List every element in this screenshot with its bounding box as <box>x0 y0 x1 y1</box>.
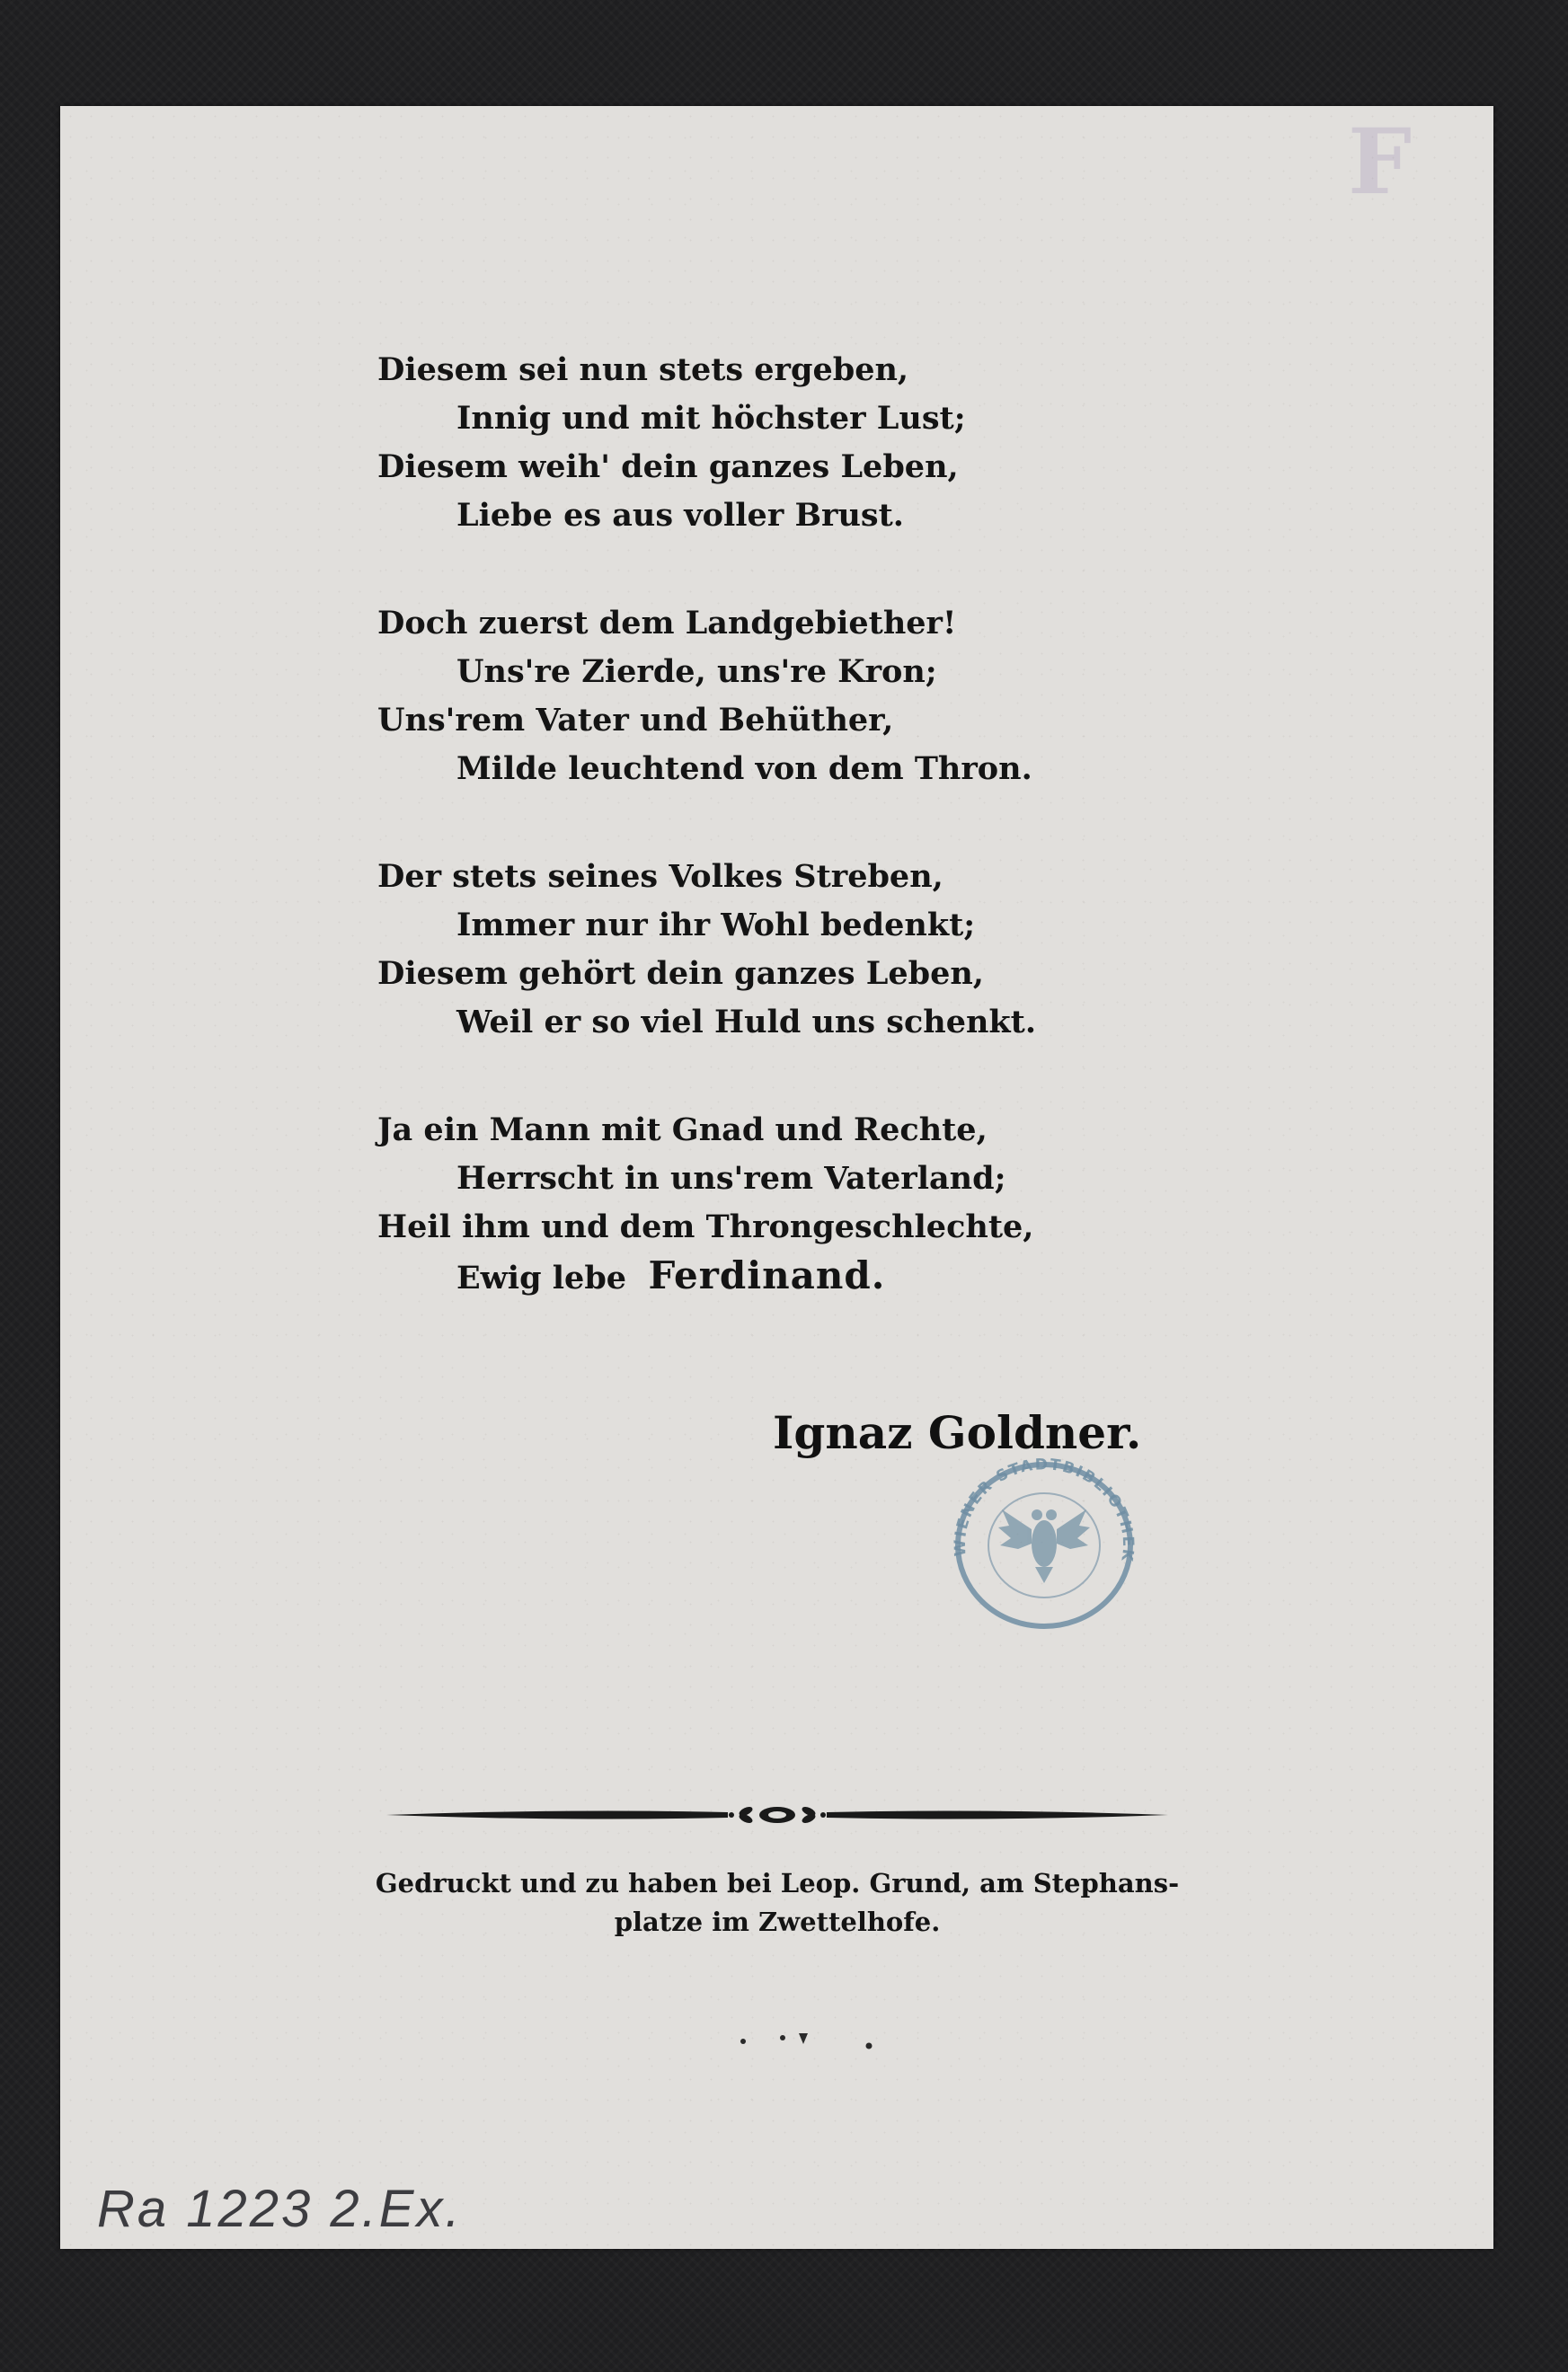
ornamental-rule <box>386 1792 1168 1837</box>
poem <box>377 346 1037 1362</box>
handwritten-shelfmark: Ra 1223 2.Ex. <box>97 2180 463 2238</box>
poem-line-final <box>377 1252 1024 1303</box>
library-stamp <box>948 1456 1141 1635</box>
poem-line: Diesem weih' dein ganzes Leben, <box>377 448 959 485</box>
show-through-marks <box>732 2026 890 2053</box>
poem-line: Doch zuerst dem Landgebiether! <box>377 605 957 642</box>
stanza-3 <box>377 853 1037 1047</box>
eagle-icon <box>998 1509 1090 1583</box>
printer-imprint <box>359 1864 1195 1942</box>
poem-line: Uns'rem Vater und Behüther, <box>377 702 894 739</box>
poem-line-prefix: Ewig lebe <box>456 1260 627 1297</box>
stanza-4 <box>377 1106 1034 1303</box>
poem-line: Der stets seines Volkes Streben, <box>377 858 943 895</box>
poem-line: Heil ihm und dem Throngeschlechte, <box>377 1208 1034 1245</box>
stanza-2 <box>377 599 1032 793</box>
poem-line: Immer nur ihr Wohl bedenkt; <box>456 907 976 943</box>
poem-line: Milde leuchtend von dem Thron. <box>456 750 1032 787</box>
poem-line: Liebe es aus voller Brust. <box>456 497 904 534</box>
stamp-text: WIENER STADTBIBLIOTHEK <box>951 1456 1138 1564</box>
show-through-stamp-mark: F <box>1348 109 1412 215</box>
poem-line: Herrscht in uns'rem Vaterland; <box>456 1160 1006 1197</box>
emperor-name: Ferdinand. <box>648 1253 886 1297</box>
author-signature: Ignaz Goldner. <box>773 1406 1142 1459</box>
imprint-line-2: platze im Zwettelhofe. <box>614 1907 941 1937</box>
poem-line: Innig und mit höchster Lust; <box>456 400 966 437</box>
poem-line: Uns're Zierde, uns're Kron; <box>456 653 937 690</box>
poem-line: Ja ein Mann mit Gnad und Rechte, <box>377 1111 988 1148</box>
imprint-line-1: Gedruckt und zu haben bei Leop. Grund, am Stephans- <box>375 1868 1180 1898</box>
poem-line: Weil er so viel Huld uns schenkt. <box>456 1004 1037 1040</box>
poem-line: Diesem gehört dein ganzes Leben, <box>377 955 984 992</box>
poem-line: Diesem sei nun stets ergeben, <box>377 351 909 388</box>
stanza-1 <box>377 346 1024 540</box>
